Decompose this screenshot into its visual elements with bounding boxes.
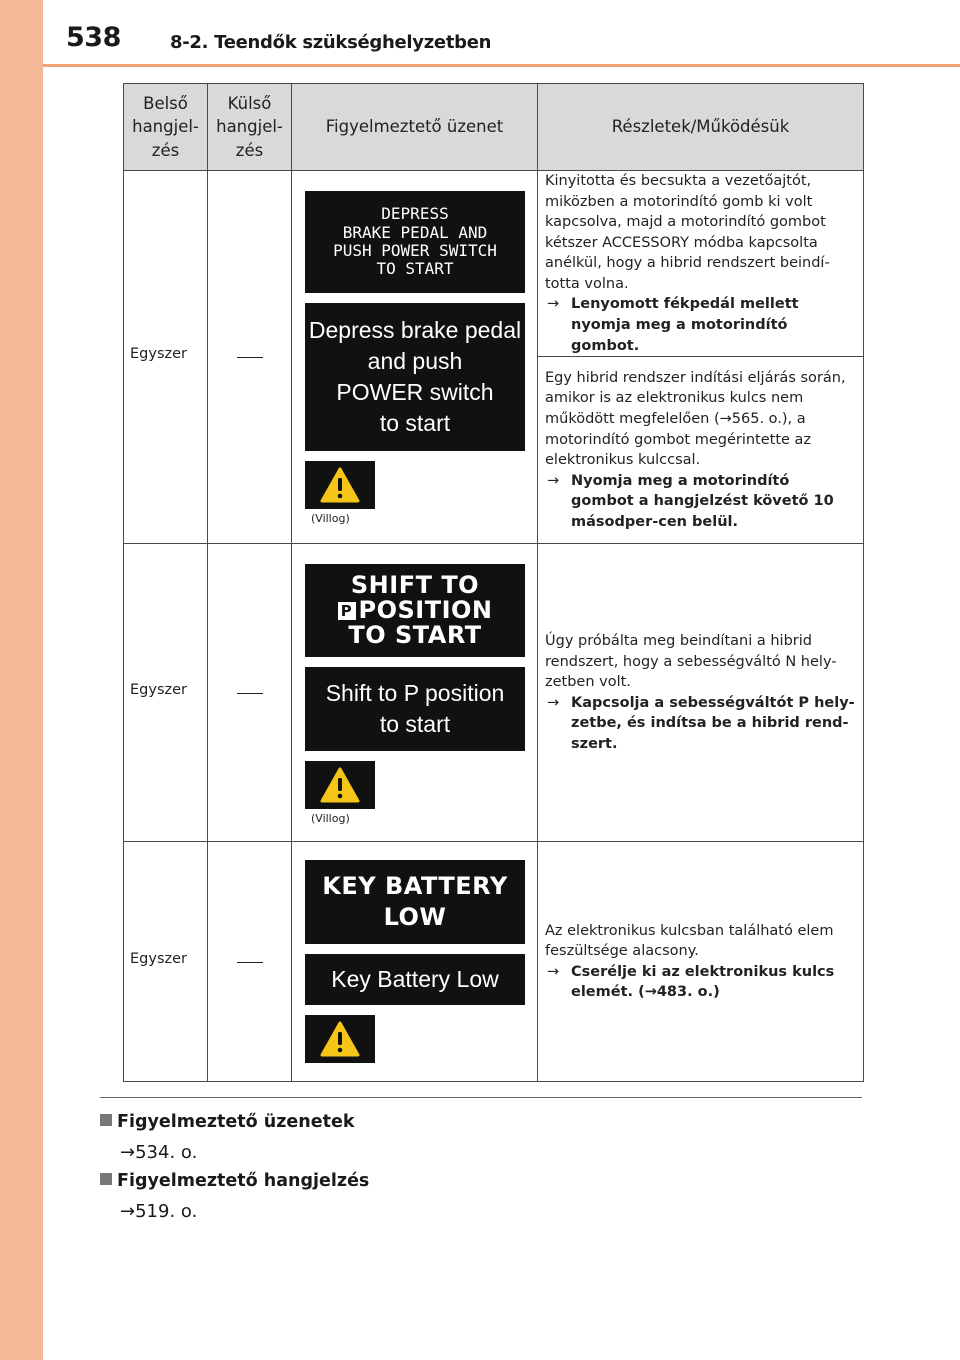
warning-triangle-icon [305,1015,375,1063]
outer-buzzer-cell [208,544,292,842]
inner-buzzer-cell: Egyszer [124,842,208,1082]
warning-table [123,83,863,1078]
section-title: 8-2. Teendők szükséghelyzetben [170,32,492,53]
header-inner-buzzer: Belső hangjel-zés [124,84,208,171]
p-box-icon: P [338,602,356,620]
warning-triangle-icon [305,761,375,809]
p-position-line: P POSITION [338,598,493,623]
flash-label: (Villog) [311,812,350,826]
message-cell [292,842,538,1082]
detail-text: Egy hibrid rendszer indítási eljárás során, amikor is az elektronikus kulcs nem működött megfelelően (→565. o.), a motorindító gombot megérintette az elektronikus kulccsal. [545,369,846,469]
section-divider [100,1097,862,1098]
table-header-row [124,84,864,171]
display-lower: Shift to P position to start [305,667,525,751]
detail-cell [538,842,864,1082]
display-lower: Key Battery Low [305,954,525,1005]
header-outer-buzzer: Külső hangjel-zés [208,84,292,171]
table-row [124,171,864,357]
square-bullet-icon [100,1173,112,1185]
dash-mark [237,693,263,694]
detail-cell [538,171,864,357]
action-text: → Nyomja meg a motorindító gombot a hangjelzést követő 10 másodper-cen belül. [547,472,834,530]
header-warning-message: Figyelmeztető üzenet [292,84,538,171]
header-rule [43,64,960,67]
square-bullet-icon [100,1114,112,1126]
table-row [124,544,864,842]
note-heading: Figyelmeztető üzenetek [100,1112,354,1132]
warning-triangle-icon [305,461,375,509]
detail-cell [538,357,864,544]
display-upper: KEY BATTERY LOW [305,860,525,944]
note-reference: →519. o. [120,1201,198,1222]
message-cell [292,544,538,842]
note-reference: →534. o. [120,1142,198,1163]
outer-buzzer-cell [208,842,292,1082]
detail-cell [538,544,864,842]
note-heading: Figyelmeztető hangjelzés [100,1171,369,1191]
page-number: 538 [66,22,121,53]
flash-label: (Villog) [311,512,350,525]
outer-buzzer-cell [208,171,292,544]
dash-mark [237,357,263,358]
page-side-tab [0,0,43,1360]
detail-text: Kinyitotta és becsukta a vezetőajtót, miközben a motorindító gomb ki volt kapcsolva, majd a motorindító gombot kétszer ACCESSORY módba kapcsolta anélkül, hogy a hibrid rendszert beindí-totta volna. [545,173,830,292]
message-cell [292,171,538,544]
detail-text: Úgy próbálta meg beindítani a hibrid rendszert, hogy a sebességváltó N hely-zetben volt. [545,632,837,691]
detail-text: Az elektronikus kulcsban található elem feszültsége alacsony. [545,922,834,960]
display-lower: Depress brake pedal and push POWER switch to start [305,303,525,451]
display-upper: DEPRESS BRAKE PEDAL AND PUSH POWER SWITCH TO START [305,191,525,293]
inner-buzzer-cell: Egyszer [124,171,208,544]
action-text: → Lenyomott fékpedál mellett nyomja meg a motorindító gombot. [547,296,799,354]
table-row [124,842,864,1082]
inner-buzzer-cell: Egyszer [124,544,208,842]
action-text: → Kapcsolja a sebességváltót P hely-zetbe, és indítsa be a hibrid rend-szert. [547,694,855,752]
header-details: Részletek/Működésük [538,84,864,171]
dash-mark [237,962,263,963]
display-upper: SHIFT TO P POSITION TO START [305,564,525,657]
action-text: → Cserélje ki az elektronikus kulcs elemét. (→483. o.) [547,963,835,1001]
